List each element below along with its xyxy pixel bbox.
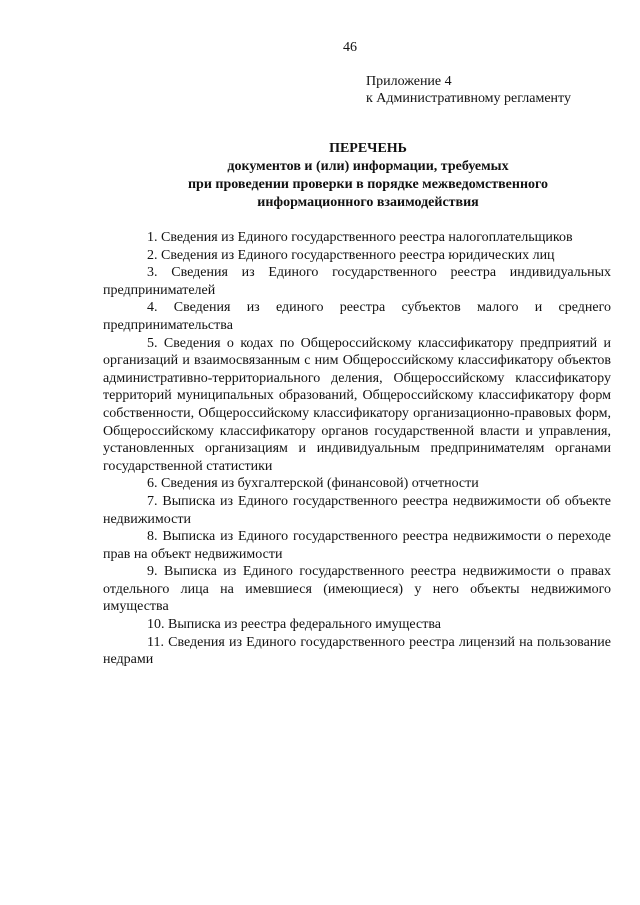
page-number: 46 <box>343 40 357 55</box>
list-item <box>103 563 611 616</box>
list-item <box>103 247 611 265</box>
heading-subtitle-line-1: документов и (или) информации, требуемых <box>227 159 509 174</box>
list-item <box>103 634 611 669</box>
item-text: Выписка из Единого государственного реестра недвижимости о переходе прав на объект недвижимости <box>103 529 612 562</box>
item-number: 7. <box>147 493 158 509</box>
item-number: 2. <box>147 247 158 263</box>
item-number: 11. <box>147 634 164 650</box>
item-number: 4. <box>147 300 158 316</box>
item-number: 9. <box>147 564 158 580</box>
list-item <box>103 493 611 528</box>
list-item <box>103 528 611 563</box>
item-text: Сведения из Единого государственного реестра лицензий на пользование недрами <box>103 634 611 668</box>
item-text: Сведения из бухгалтерской (финансовой) отчетности <box>161 476 479 492</box>
appendix-reference <box>366 73 571 107</box>
item-text: Сведения о кодах по Общероссийскому классификатору предприятий и организаций и взаимосвязанным с ним Общероссийскому классификатору объектов административно-территориального деления, Общероссийскому классификатору территорий муниципальных образований, Общероссийскому классификатору форм собственности, Общероссийскому классификатору организационно-правовых форм, Общероссийскому классификатору органов государственной власти и управления, установленных организациям и индивидуальным предпринимателям органами государственной статистики <box>103 335 611 474</box>
list-item <box>103 616 611 634</box>
appendix-title: Приложение 4 <box>366 74 452 89</box>
item-text: Сведения из Единого государственного реестра юридических лиц <box>161 247 555 263</box>
item-number: 10. <box>147 617 165 633</box>
item-number: 8. <box>147 529 158 545</box>
list-item <box>103 229 611 247</box>
list-item <box>103 299 611 334</box>
list-item <box>103 335 611 476</box>
item-text: Выписка из Единого государственного реестра недвижимости о правах отдельного лица на имевшиеся (имеющиеся) у него объекты недвижимого имущества <box>103 564 611 615</box>
appendix-regulation: к Административному регламенту <box>366 91 571 106</box>
list-item <box>103 475 611 493</box>
item-text: Сведения из единого реестра субъектов малого и среднего предпринимательства <box>103 300 611 333</box>
document-heading <box>100 140 636 212</box>
heading-title: ПЕРЕЧЕНЬ <box>329 141 407 156</box>
heading-subtitle-line-2: при проведении проверки в порядке межведомственного <box>187 177 549 192</box>
list-item <box>103 264 611 299</box>
heading-subtitle-line-3: информационного взаимодействия <box>257 195 479 210</box>
item-number: 6. <box>147 476 158 492</box>
item-text: Сведения из Единого государственного реестра индивидуальных предпринимателей <box>103 265 612 298</box>
item-number: 5. <box>147 335 158 351</box>
documents-list <box>103 229 611 669</box>
item-text: Выписка из реестра федерального имущества <box>168 617 441 633</box>
item-number: 3. <box>147 265 158 281</box>
item-text: Сведения из Единого государственного реестра налогоплательщиков <box>161 230 573 245</box>
item-number: 1. <box>147 230 158 245</box>
item-text: Выписка из Единого государственного реестра недвижимости об объекте недвижимости <box>103 493 611 527</box>
